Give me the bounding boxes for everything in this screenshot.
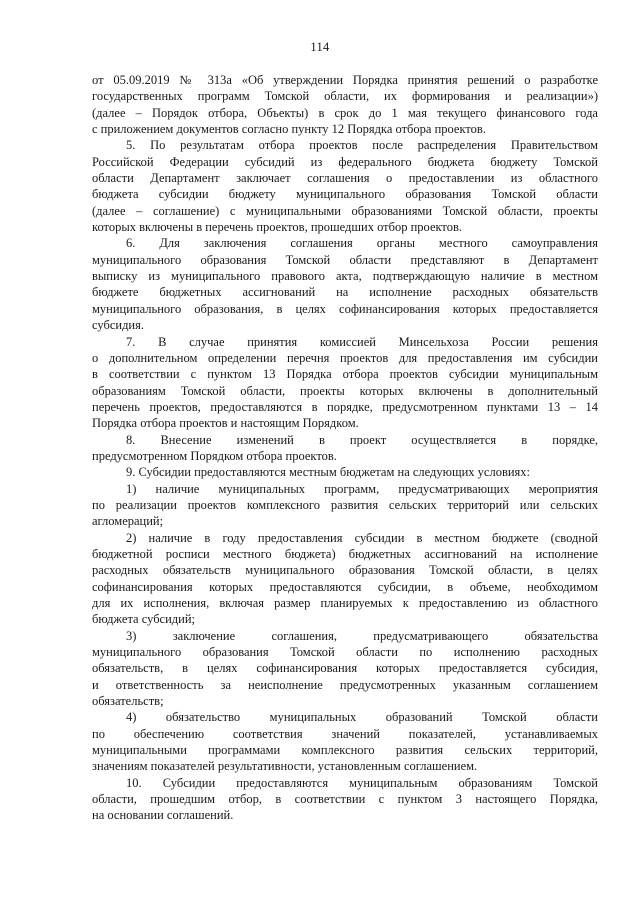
text-line: для их исполнения, включая размер планируемых к предоставлению из областного [92,596,598,610]
text-line: с приложением документов согласно пункту 12 Порядка отбора проектов. [92,122,486,137]
text-line: которых включены в перечень проектов, прошедших отбор проектов. [92,220,462,235]
text-line: в соответствии с пунктом 13 Порядка отбора проектов субсидии муниципальным [92,367,598,382]
text-line: предусмотренном Порядком отбора проектов. [92,448,337,463]
text-line: значениям показателей результативности, установленным соглашением. [92,759,478,774]
text-line: по реализации проектов комплексного развития сельских территорий или сельских [92,497,598,512]
text-line: по обеспечению соответствия значений показателей, устанавливаемых [92,726,598,741]
text-line: обязательств, в целях софинансирования которых предоставляется субсидия, [92,661,598,676]
text-line: 7. В случае принятия комиссией Минсельхоза России решения [126,334,598,349]
text-line: о дополнительном определении перечня проектов для предоставления им субсидии [92,350,598,365]
text-line: 6. Для заключения соглашения органы местного самоуправления [126,236,598,251]
text-line: 10. Субсидии предоставляются муниципальным образованиям Томской [126,775,598,790]
text-line: 2) наличие в году предоставления субсидии в местном бюджете (сводной [126,530,598,545]
text-line: 4) обязательство муниципальных образований Томской области [126,710,598,725]
text-line: муниципального образования, в целях софинансирования которых предоставляется [92,301,598,316]
text-line: (далее – соглашение) с муниципальными образованиями Томской области, проекты [92,203,598,218]
text-line: Порядка отбора проектов и настоящим Порядком. [92,416,359,431]
text-line: софинансирования которых предоставляются субсидии, в объеме, необходимом [92,579,598,594]
text-line: государственных программ Томской области, их формирования и реализации») [92,89,598,104]
text-line: области Департамент заключает соглашения о предоставлении из областного [92,171,598,186]
text-line: перечень проектов, предоставляются в порядке, предусмотренном пунктами 13 – 14 [92,399,598,414]
text-line: муниципального образования Томской области представляют в Департамент [92,252,598,267]
text-line: муниципальными программами комплексного развития сельских территорий, [92,743,598,758]
text-line: (далее – Порядок отбора, Объекты) в срок до 1 мая текущего финансового года [92,105,598,120]
text-line: муниципального образования Томской области по исполнению расходных [92,645,598,660]
text-line: бюджетной росписи местного бюджета) бюджетных ассигнований на исполнение [92,546,598,561]
body-text [92,72,598,824]
text-line: 9. Субсидии предоставляются местным бюджетам на следующих условиях: [126,465,531,480]
text-line: субсидия. [92,318,144,333]
text-line: и ответственность за неисполнение предусмотренных указанным соглашением [92,677,598,692]
text-line: агломераций; [92,514,164,529]
text-line: образованиям Томской области, проекты которых включены в дополнительный [92,383,598,398]
text-line: на основании соглашений. [92,808,234,823]
text-line: бюджета субсидии бюджету муниципального образования Томской области [92,187,598,202]
text-line: Российской Федерации субсидий из федерального бюджета бюджету Томской [92,154,598,169]
text-line: области, прошедшим отбор, в соответствии с пунктом 3 настоящего Порядка, [92,792,598,807]
text-line: обязательств; [92,694,164,709]
text-line: бюджета субсидий; [92,612,196,627]
text-line: выписку из муниципального правового акта, подтверждающую наличие в местном [92,269,598,284]
text-line: от 05.09.2019 № 313а «Об утверждении Порядка принятия решений о разработке [92,73,598,87]
text-line: расходных обязательств муниципального образования Томской области, в целях [92,563,598,578]
text-line: 1) наличие муниципальных программ, предусматривающих мероприятия [126,481,598,496]
text-line: 3) заключение соглашения, предусматривающего обязательства [126,628,598,643]
text-line: бюджете бюджетных ассигнований на исполнение расходных обязательств [92,285,598,300]
page-number: 114 [310,40,330,54]
text-line: 5. По результатам отбора проектов после распределения Правительством [126,138,598,153]
text-line: 8. Внесение изменений в проект осуществляется в порядке, [126,432,598,447]
